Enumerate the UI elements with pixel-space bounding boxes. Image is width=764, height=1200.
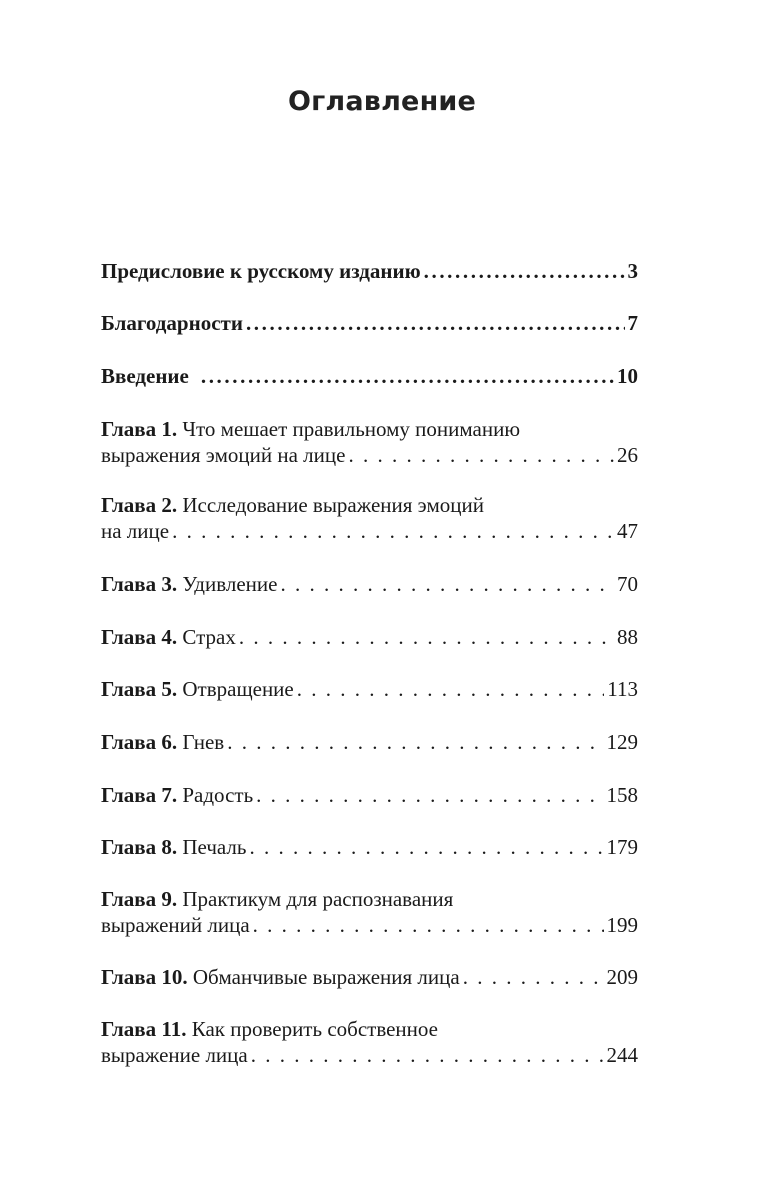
toc-page-number: 10 (617, 364, 638, 388)
leader-dots (253, 912, 604, 938)
toc-page-number: 199 (606, 913, 638, 937)
toc-page-number: 179 (606, 835, 638, 859)
toc-entry-title: Печаль (182, 835, 247, 859)
toc-entry-chapter-10[interactable] (101, 964, 638, 990)
toc-page-number: 7 (627, 311, 638, 335)
toc-entry-chapter-1[interactable] (101, 416, 638, 468)
toc-entry-chapter-7[interactable] (101, 782, 638, 808)
leader-dots (249, 834, 603, 860)
toc-page-number: 26 (617, 443, 638, 467)
leader-dots (251, 1042, 604, 1068)
toc-page-number: 47 (617, 519, 638, 543)
leader-dots (256, 782, 603, 808)
chapter-label: Глава 7. (101, 783, 178, 807)
chapter-label: Глава 9. (101, 887, 178, 911)
leader-dots (280, 571, 614, 597)
toc-page-number: 209 (606, 965, 638, 989)
chapter-label: Глава 1. (101, 417, 178, 441)
chapter-label: Глава 6. (101, 730, 178, 754)
toc-entry-title-continued: выражения эмоций на лице (101, 443, 346, 467)
leader-dots (246, 310, 625, 336)
leader-dots (297, 676, 605, 702)
chapter-label: Глава 11. (101, 1017, 187, 1041)
chapter-label: Глава 2. (101, 493, 178, 517)
toc-entry-title: Исследование выражения эмоций (182, 493, 485, 517)
toc-page-number: 88 (617, 625, 638, 649)
toc-entry-preface[interactable] (101, 258, 638, 284)
leader-dots (227, 729, 603, 755)
leader-dots (463, 964, 604, 990)
toc-entry-title: Предисловие к русскому изданию (101, 259, 421, 283)
toc-entry-title-continued: выражений лица (101, 913, 250, 937)
leader-dots (201, 363, 614, 389)
toc-page-number: 129 (606, 730, 638, 754)
toc-entry-chapter-2[interactable] (101, 492, 638, 544)
toc-entry-chapter-11[interactable] (101, 1016, 638, 1068)
toc-entry-chapter-6[interactable] (101, 729, 638, 755)
toc-entry-title: Как проверить собственное (191, 1017, 438, 1041)
toc-entry-title: Отвращение (182, 677, 294, 701)
page-title: Оглавление (287, 86, 477, 117)
chapter-label: Глава 10. (101, 965, 188, 989)
toc-entry-chapter-5[interactable] (101, 676, 638, 702)
toc-page-number: 158 (606, 783, 638, 807)
toc-entry-title: Гнев (182, 730, 225, 754)
toc-page-number: 70 (617, 572, 638, 596)
leader-dots (172, 518, 614, 544)
toc-entry-introduction[interactable] (101, 363, 638, 389)
toc-entry-title-continued: на лице (101, 519, 170, 543)
toc-entry-title-continued: выражение лица (101, 1043, 248, 1067)
toc-entry-title: Что мешает правильному пониманию (182, 417, 521, 441)
toc-entry-chapter-9[interactable] (101, 886, 638, 938)
toc-entry-title: Страх (182, 625, 236, 649)
toc-entry-title: Благодарности (101, 311, 243, 335)
leader-dots (348, 442, 614, 468)
toc-entry-chapter-8[interactable] (101, 834, 638, 860)
toc-entry-acknowledgements[interactable] (101, 310, 638, 336)
toc-page-number: 244 (606, 1043, 638, 1067)
toc-entry-title: Удивление (182, 572, 278, 596)
toc-entry-title: Радость (182, 783, 254, 807)
toc-entry-title: Обманчивые выражения лица (192, 965, 460, 989)
chapter-label: Глава 5. (101, 677, 178, 701)
toc-entry-chapter-3[interactable] (101, 571, 638, 597)
chapter-label: Глава 3. (101, 572, 178, 596)
chapter-label: Глава 4. (101, 625, 178, 649)
toc-entry-chapter-4[interactable] (101, 624, 638, 650)
toc-entry-title: Введение (101, 364, 189, 388)
leader-dots (424, 258, 625, 284)
toc-page-number: 113 (607, 677, 638, 701)
toc-page-number: 3 (627, 259, 638, 283)
chapter-label: Глава 8. (101, 835, 178, 859)
toc-entry-title: Практикум для распознавания (182, 887, 454, 911)
leader-dots (239, 624, 614, 650)
